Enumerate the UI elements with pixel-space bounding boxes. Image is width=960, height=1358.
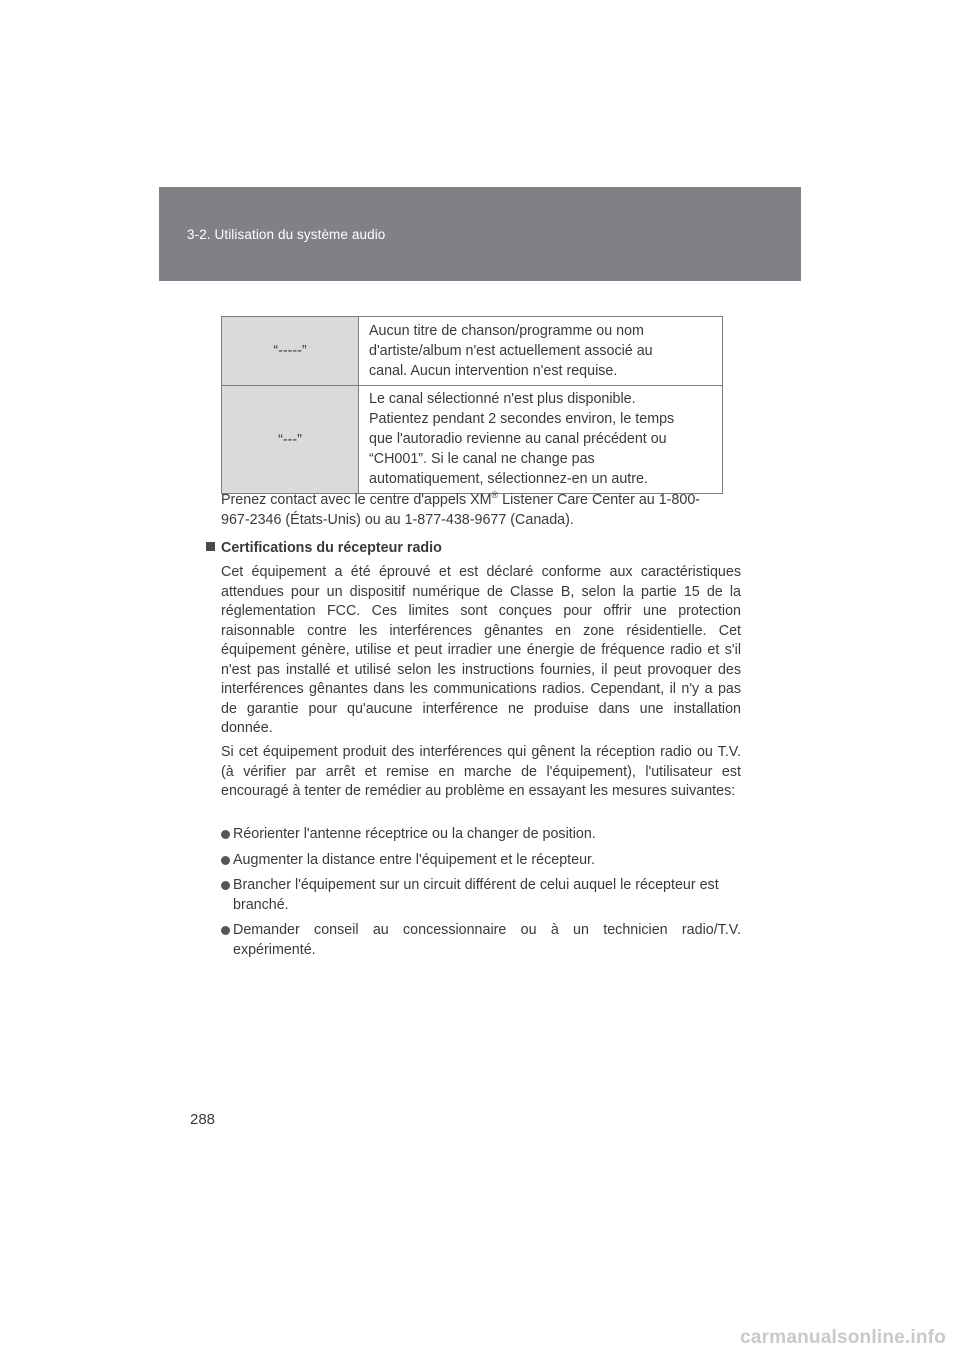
fcc-paragraph: Cet équipement a été éprouvé et est déclaré conforme aux caractéristiques attendues pour un dispositif numérique de Classe B, selon la partie 15 de la réglementation FCC. Ces limites sont conçues pour offrir une protection raisonnable contre les interférences gênantes en zone résidentielle. Cet équipement génère, utilise et peut irradier une énergie de fréquence radio et s'il n'est pas installé et utilisé selon les instructions fournies, il peut provoquer des interférences gênantes dans les communications radios. Cependant, il n'y a pas de garantie pour qu'aucune interférence ne produise dans une installation donnée.: [221, 564, 741, 736]
list-item: Demander conseil au concessionnaire ou à un technicien radio/T.V. expérimenté.: [221, 921, 741, 960]
section-header-band: [159, 187, 801, 281]
circle-bullet-icon: [221, 830, 230, 839]
code-cell: “-----”: [222, 317, 359, 386]
list-item: Réorienter l'antenne réceptrice ou la changer de position.: [221, 825, 741, 845]
table-row: [222, 317, 723, 386]
description-cell: [359, 317, 723, 386]
description-line: canal. Aucun intervention n'est requise.: [369, 362, 618, 379]
contact-line-1: [221, 491, 741, 511]
description-cell: [359, 386, 723, 494]
square-bullet-icon: [206, 542, 215, 551]
contact-line-2: 967-2346 (États-Unis) ou au 1-877-438-9677 (Canada).: [221, 511, 574, 528]
description-line: Le canal sélectionné n'est plus disponible.: [369, 391, 636, 407]
contact-text: Prenez contact avec le centre d'appels XM: [221, 492, 492, 508]
section-title: 3-2. Utilisation du système audio: [187, 227, 386, 242]
description-line: automatiquement, sélectionnez-en un autre.: [369, 471, 648, 487]
section-heading: [206, 540, 442, 556]
description-line: “CH001”. Si le canal ne change pas: [369, 451, 595, 467]
measures-list: [221, 825, 741, 966]
description-line: d'artiste/album n'est actuellement associé au: [369, 342, 653, 359]
table-row: [222, 386, 723, 494]
circle-bullet-icon: [221, 881, 230, 890]
watermark: carmanualsonline.info: [740, 1327, 946, 1348]
page-number: 288: [190, 1111, 216, 1128]
circle-bullet-icon: [221, 856, 230, 865]
interference-paragraph: Si cet équipement produit des interférences qui gênent la réception radio ou T.V. (à vérifier par arrêt et remise en marche de l'équipement), l'utilisateur est encouragé à tenter de remédier au problème en essayant les mesures suivantes:: [221, 744, 741, 799]
code-cell: “---”: [222, 386, 359, 494]
description-line: Patientez pendant 2 secondes environ, le temps: [369, 411, 675, 427]
contact-paragraph: [221, 491, 741, 530]
display-codes-table: [221, 316, 723, 494]
contact-text: Listener Care Center au 1-800-: [498, 492, 701, 508]
description-line: que l'autoradio revienne au canal précédent ou: [369, 431, 667, 447]
circle-bullet-icon: [221, 926, 230, 935]
description-line: Aucun titre de chanson/programme ou nom: [369, 322, 644, 339]
heading-text: Certifications du récepteur radio: [221, 540, 442, 556]
list-item: Augmenter la distance entre l'équipement et le récepteur.: [221, 851, 741, 871]
list-item: Brancher l'équipement sur un circuit différent de celui auquel le récepteur est branché.: [221, 876, 741, 915]
registered-mark: ®: [491, 490, 499, 500]
